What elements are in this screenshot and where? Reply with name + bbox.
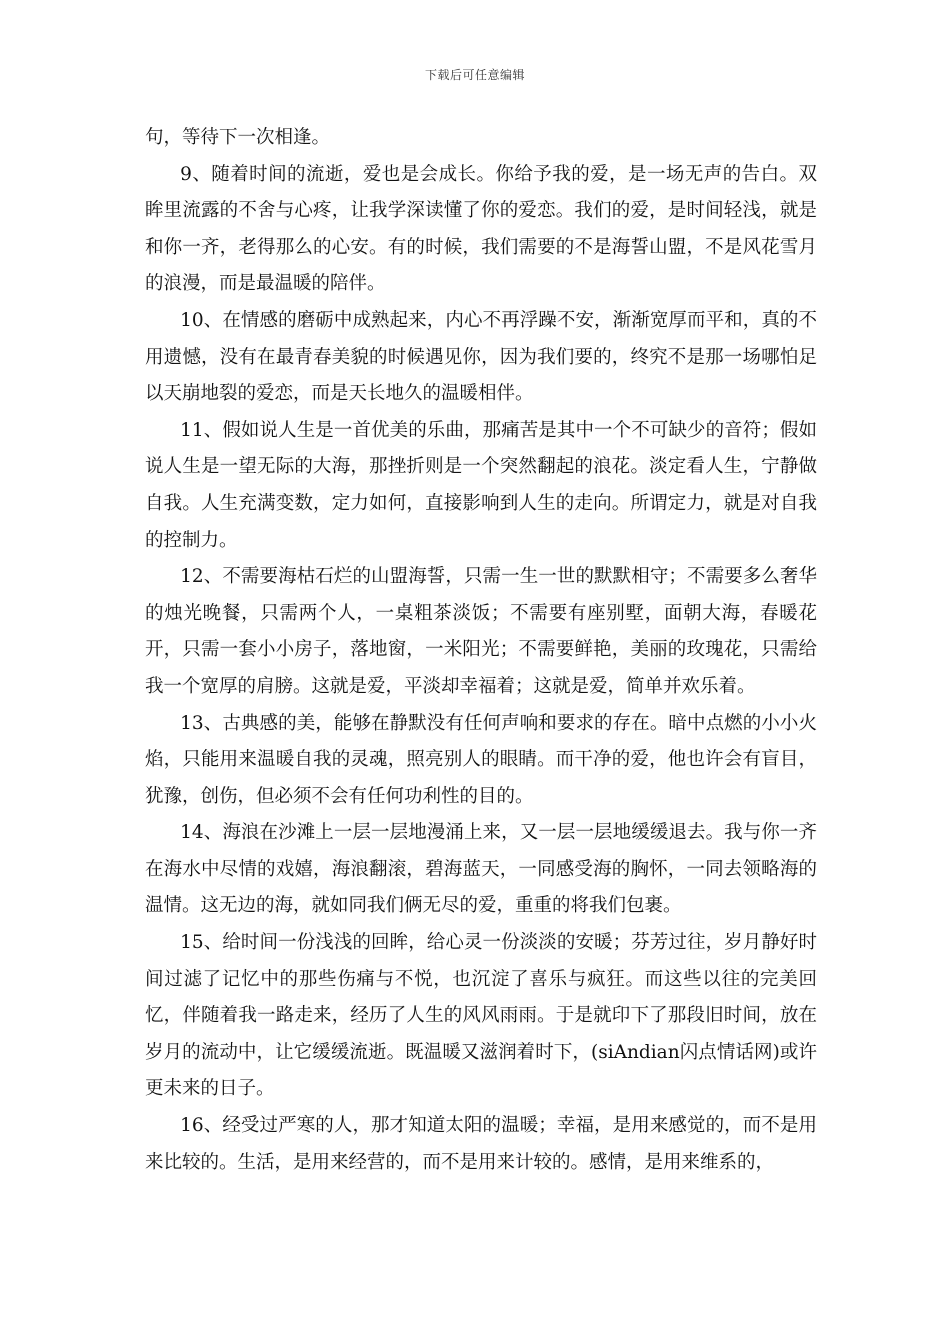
paragraph-16: 16、经受过严寒的人，那才知道太阳的温暖；幸福，是用来感觉的，而不是用来比较的。生活，是用来经营的，而不是用来计较的。感情，是用来维系的， xyxy=(145,1115,817,1173)
paragraph-11: 11、假如说人生是一首优美的乐曲，那痛苦是其中一个不可缺少的音符；假如说人生是一望无际的大海，那挫折则是一个突然翻起的浪花。淡定看人生，宁静做自我。人生充满变数，定力如何，直接影响到人生的走向。所谓定力，就是对自我的控制力。 xyxy=(145,419,817,551)
page-header: 下载后可任意编辑 xyxy=(424,68,525,82)
paragraph-10: 10、在情感的磨砺中成熟起来，内心不再浮躁不安，渐渐宽厚而平和，真的不用遗憾，没有在最青春美貌的时候遇见你，因为我们要的，终究不是那一场哪怕足以天崩地裂的爱恋，而是天长地久的温暖相伴。 xyxy=(145,309,817,405)
document-body xyxy=(145,120,817,1181)
paragraph-9: 9、随着时间的流逝，爱也是会成长。你给予我的爱，是一场无声的告白。双眸里流露的不舍与心疼，让我学深读懂了你的爱恋。我们的爱，是时间轻浅，就是和你一齐，老得那么的心安。有的时候，我们需要的不是海誓山盟，不是风花雪月的浪漫，而是最温暖的陪伴。 xyxy=(145,163,817,295)
paragraph-14: 14、海浪在沙滩上一层一层地漫涌上来，又一层一层地缓缓退去。我与你一齐在海水中尽情的戏嬉，海浪翻滚，碧海蓝天，一同感受海的胸怀，一同去领略海的温情。这无边的海，就如同我们俩无尽的爱，重重的将我们包裹。 xyxy=(145,822,817,917)
paragraph-15: 15、给时间一份浅浅的回眸，给心灵一份淡淡的安暖；芬芳过往，岁月静好时间过滤了记忆中的那些伤痛与不悦，也沉淀了喜乐与疯狂。而这些以往的完美回忆，伴随着我一路走来，经历了人生的风风雨雨。于是就印下了那段旧时间，放在岁月的流动中，让它缓缓流逝。既温暖又滋润着时下，(siAndian闪点情话网)或许更未来的日子。 xyxy=(145,932,817,1100)
paragraph-13: 13、古典感的美，能够在静默没有任何声响和要求的存在。暗中点燃的小小火焰，只能用来温暖自我的灵魂，照亮别人的眼睛。而干净的爱，他也许会有盲目，犹豫，创伤，但必须不会有任何功利性的目的。 xyxy=(145,712,817,807)
paragraph-continuation: 句，等待下一次相逢。 xyxy=(145,127,331,148)
paragraph-12: 12、不需要海枯石烂的山盟海誓，只需一生一世的默默相守；不需要多么奢华的烛光晚餐，只需两个人，一桌粗茶淡饭；不需要有座别墅，面朝大海，春暖花开，只需一套小小房子，落地窗，一米阳光；不需要鲜艳，美丽的玫瑰花，只需给我一个宽厚的肩膀。这就是爱，平淡却幸福着；这就是爱，简单并欢乐着。 xyxy=(145,566,817,697)
